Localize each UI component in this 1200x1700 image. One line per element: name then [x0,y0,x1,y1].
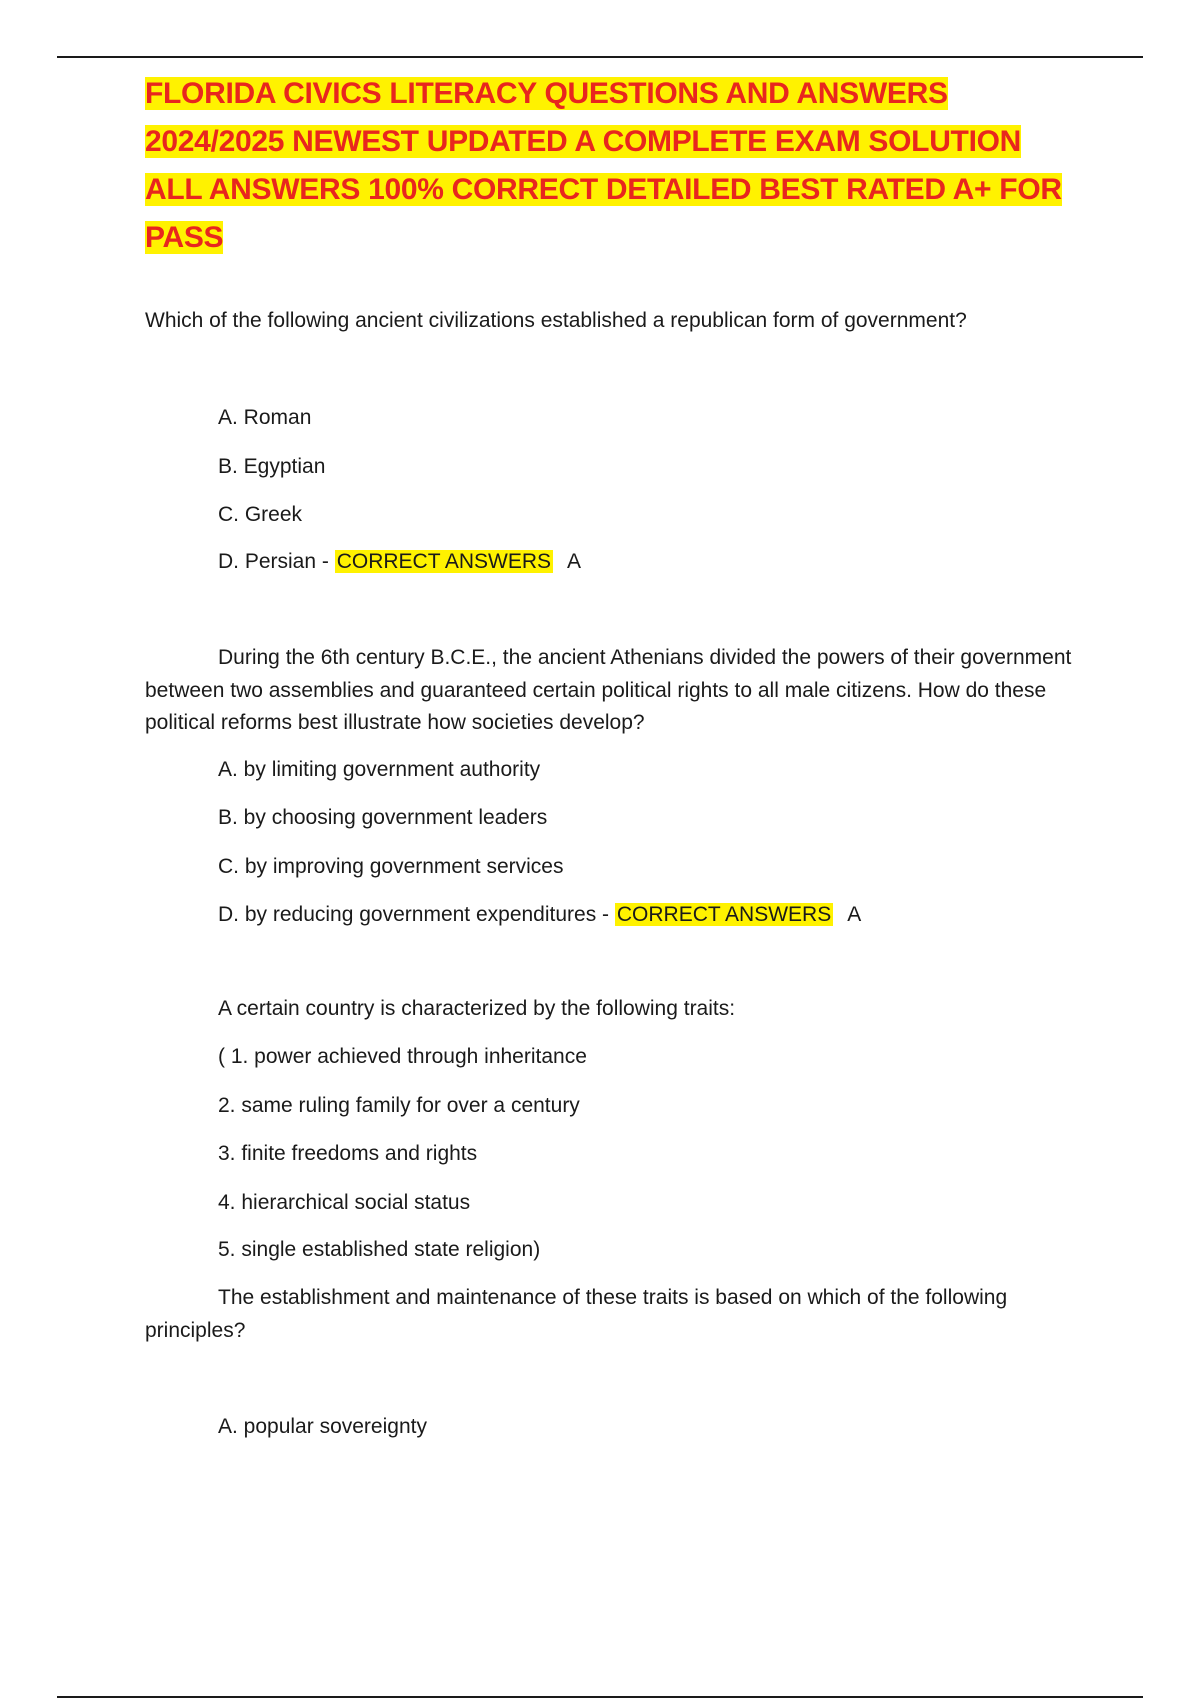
question-3-option-a: A. popular sovereignty [218,1415,427,1438]
question-1-option-c: C. Greek [218,503,303,526]
question-2-option-a: A. by limiting government authority [218,758,541,781]
question-2-body: During the 6th century B.C.E., the ancient Athenians divided the powers of their government between two assemblies and guaranteed certain political rights to all male citizens. How do these political reforms best illustrate how societies develop? [145,646,1072,734]
question-2-text [145,642,1095,740]
question-1-option-b: B. Egyptian [218,455,326,478]
question-2-option-c: C. by improving government services [218,855,564,878]
question-3-trait-4: 4. hierarchical social status [218,1191,471,1214]
question-2-option-d [218,899,861,931]
correct-answers-tag: CORRECT ANSWERS [616,903,832,926]
correct-answer-letter: A [567,550,582,573]
question-1-option-d-text: D. Persian - [218,550,329,573]
correct-answer-letter: A [847,903,862,926]
question-3-trait-2: 2. same ruling family for over a century [218,1094,580,1117]
question-3-trait-5: 5. single established state religion) [218,1238,541,1261]
question-3-body: The establishment and maintenance of these traits is based on which of the following principles? [145,1286,1008,1342]
document-title [145,70,1080,262]
bottom-rule [57,1696,1143,1698]
question-3-intro: A certain country is characterized by the following traits: [218,997,736,1020]
question-1-option-d [218,546,581,578]
question-1-text: Which of the following ancient civilizations established a republican form of government? [145,309,967,332]
question-3-text [145,1282,1095,1347]
question-2-option-d-text: D. by reducing government expenditures - [218,903,610,926]
title-highlight: FLORIDA CIVICS LITERACY QUESTIONS AND ANSWERS 2024/2025 NEWEST UPDATED A COMPLETE EXAM SOLUTION ALL ANSWERS 100% CORRECT DETAILED BEST RATED A+ FOR PASS [145,77,1062,254]
question-3-trait-3: 3. finite freedoms and rights [218,1142,478,1165]
top-rule [57,56,1143,58]
question-2-option-b: B. by choosing government leaders [218,806,548,829]
question-3-trait-1: ( 1. power achieved through inheritance [218,1045,587,1068]
question-1-option-a: A. Roman [218,406,312,429]
correct-answers-tag: CORRECT ANSWERS [336,550,552,573]
